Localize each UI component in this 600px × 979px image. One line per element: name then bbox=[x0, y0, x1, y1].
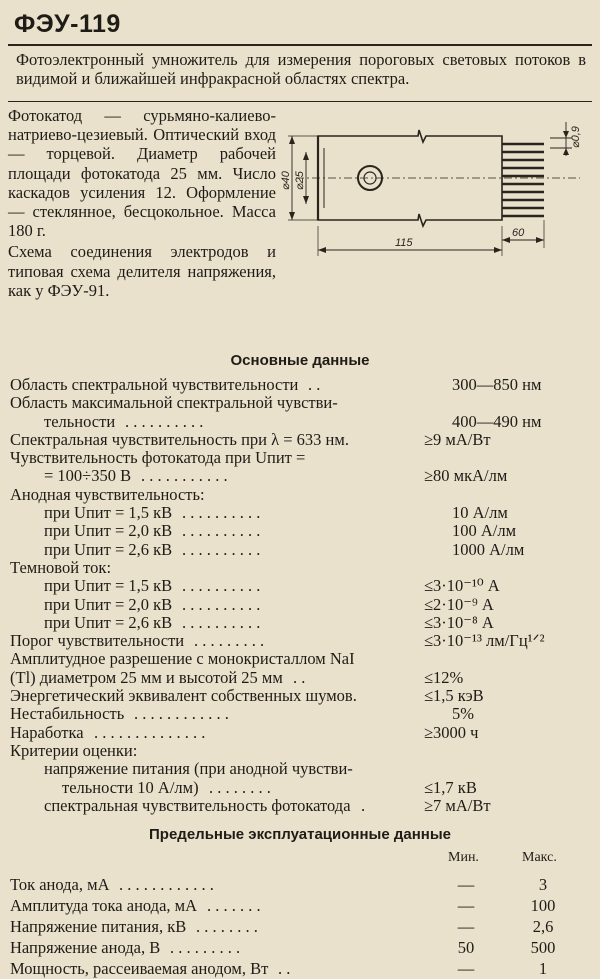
parameter-label: Область максимальной спектральной чувстви- bbox=[10, 393, 338, 413]
parameter-row bbox=[0, 577, 600, 595]
leader-dots: . . . . . . . bbox=[207, 896, 261, 915]
leader-dots: . . . . . . . . . . bbox=[125, 412, 204, 431]
limits-row bbox=[0, 958, 600, 979]
parameter-row bbox=[0, 614, 600, 632]
leader-dots: . . . . . . . . . . bbox=[182, 613, 261, 632]
leader-dots: . . . . . . . . . bbox=[194, 632, 265, 651]
limits-label: Напряжение анода, В bbox=[10, 938, 161, 957]
limits-row bbox=[0, 895, 600, 916]
parameter-list bbox=[0, 376, 600, 815]
parameter-value: ≤12% bbox=[424, 667, 464, 687]
parameter-value: ≤3·10⁻⁸ А bbox=[424, 612, 494, 632]
leader-dots: . . . . . . . . . . . . bbox=[134, 705, 229, 724]
parameter-label: Амплитудное разрешение с монокристаллом NaI bbox=[10, 649, 355, 669]
parameter-row bbox=[0, 687, 600, 705]
parameter-value: 1000 А/лм bbox=[452, 539, 525, 559]
limits-row bbox=[0, 916, 600, 937]
leader-dots: . . . . . . . . . . bbox=[182, 577, 261, 596]
leader-dots: . . . . . . . . . . bbox=[182, 595, 261, 614]
leader-dots: . . . . . . . . . bbox=[170, 938, 241, 957]
leader-dots: . . . . . . . . . . bbox=[182, 504, 261, 523]
parameter-row bbox=[0, 376, 600, 394]
parameter-row bbox=[0, 413, 600, 431]
parameter-label: Энергетический эквивалент собственных шумов. bbox=[10, 686, 357, 706]
parameter-row bbox=[0, 705, 600, 723]
limits-max-value: 1 bbox=[538, 959, 548, 978]
parameter-label: при Uпит = 2,6 кВ bbox=[44, 612, 173, 632]
description-block bbox=[8, 106, 276, 300]
parameter-label: Порог чувствительности bbox=[10, 631, 185, 651]
limits-max-value: 3 bbox=[538, 875, 548, 894]
parameter-value: ≥7 мА/Вт bbox=[424, 795, 491, 815]
parameter-label: (Tl) диаметром 25 мм и высотой 25 мм bbox=[10, 667, 283, 687]
parameter-row bbox=[0, 522, 600, 540]
main-data-heading: Основные данные bbox=[230, 352, 370, 369]
limits-min-header: Мин. bbox=[448, 850, 479, 865]
leader-dots: . . . . . . . . . . . . bbox=[119, 875, 214, 894]
limits-max-value: 2,6 bbox=[532, 917, 554, 936]
leader-dots: . . bbox=[293, 668, 306, 687]
parameter-label: Область спектральной чувствительности bbox=[10, 375, 299, 394]
parameter-value: 5% bbox=[452, 704, 474, 724]
parameter-row bbox=[0, 760, 600, 778]
leader-dots: . . . . . . . . bbox=[196, 917, 258, 936]
limits-max-header: Макс. bbox=[522, 850, 557, 865]
leader-dots: . bbox=[361, 796, 366, 815]
leader-dots: . . . . . . . . . . bbox=[182, 522, 261, 541]
parameter-label: тельности 10 А/лм) bbox=[62, 777, 199, 797]
parameter-label: Критерии оценки: bbox=[10, 740, 138, 760]
parameter-label: тельности bbox=[44, 411, 116, 431]
parameter-row bbox=[0, 742, 600, 760]
leader-dots: . . . . . . . . . . bbox=[182, 540, 261, 559]
parameter-label: при Uпит = 2,6 кВ bbox=[44, 539, 173, 559]
parameter-label: Чувствительность фотокатода при Uпит = bbox=[10, 448, 306, 468]
parameter-row bbox=[0, 669, 600, 687]
parameter-value: ≥3000 ч bbox=[424, 722, 479, 742]
parameter-row bbox=[0, 559, 600, 577]
limits-label: Напряжение питания, кВ bbox=[10, 917, 187, 936]
intro-paragraph: Фотоэлектронный умножитель для измерения пороговых световых потоков в видимой и ближайшей инфракрасной областях спектра. bbox=[16, 50, 586, 88]
parameter-label: Анодная чувствительность: bbox=[10, 484, 205, 504]
dim-diameter-09: ⌀0,9 bbox=[570, 126, 582, 148]
section-rule bbox=[8, 101, 592, 102]
leader-dots: . . . . . . . . bbox=[209, 778, 271, 797]
parameter-row bbox=[0, 724, 600, 742]
parameter-value: ≥80 мкА/лм bbox=[424, 466, 508, 486]
parameter-value: ≤1,7 кВ bbox=[424, 777, 477, 797]
dim-length-115: 115 bbox=[395, 237, 413, 249]
limits-label: Ток анода, мА bbox=[10, 875, 110, 894]
parameter-row bbox=[0, 504, 600, 522]
parameter-value: ≥9 мА/Вт bbox=[424, 429, 491, 449]
dim-diameter-25: ⌀25 bbox=[294, 171, 306, 190]
limits-min-value: — bbox=[457, 875, 475, 894]
parameter-label: спектральная чувствительность фотокатода bbox=[44, 795, 351, 815]
limits-max-value: 100 bbox=[530, 896, 556, 915]
limits-min-value: — bbox=[457, 959, 475, 978]
parameter-row bbox=[0, 394, 600, 412]
parameter-row bbox=[0, 431, 600, 449]
parameter-row bbox=[0, 486, 600, 504]
parameter-label: Наработка bbox=[10, 722, 84, 742]
parameter-row bbox=[0, 467, 600, 485]
parameter-label: при Uпит = 2,0 кВ bbox=[44, 521, 173, 541]
parameter-row bbox=[0, 541, 600, 559]
limits-row bbox=[0, 874, 600, 895]
parameter-value: ≤3·10⁻¹³ лм/Гц¹ᐟ² bbox=[424, 631, 545, 651]
parameter-value: 100 А/лм bbox=[452, 521, 517, 541]
dim-length-60: 60 bbox=[512, 227, 525, 239]
dim-diameter-40: ⌀40 bbox=[280, 171, 292, 190]
limits-heading: Предельные эксплуатационные данные bbox=[149, 826, 451, 843]
parameter-value: 10 А/лм bbox=[452, 503, 508, 523]
parameter-row bbox=[0, 596, 600, 614]
limits-max-value: 500 bbox=[530, 938, 556, 957]
circuit-note-paragraph: Схема соединения электродов и типовая схема делителя напряжения, как у ФЭУ-91. bbox=[8, 242, 276, 300]
limits-min-value: 50 bbox=[457, 938, 475, 957]
parameter-row bbox=[0, 449, 600, 467]
parameter-label: = 100÷350 В bbox=[44, 466, 132, 486]
parameter-value: 300—850 нм bbox=[452, 375, 542, 394]
limits-min-value: — bbox=[457, 917, 475, 936]
parameter-row bbox=[0, 632, 600, 650]
parameter-value: ≤3·10⁻¹⁰ А bbox=[424, 576, 500, 596]
leader-dots: . . . . . . . . . . . . . . bbox=[94, 723, 206, 742]
document-title: ФЭУ-119 bbox=[14, 10, 121, 38]
parameter-value: ≤2·10⁻⁹ А bbox=[424, 594, 494, 614]
parameter-label: при Uпит = 1,5 кВ bbox=[44, 576, 173, 596]
parameter-label: Темновой ток: bbox=[10, 557, 112, 577]
parameter-label: напряжение питания (при анодной чувстви- bbox=[44, 759, 353, 779]
parameter-row bbox=[0, 797, 600, 815]
tube-dimension-drawing bbox=[280, 108, 592, 268]
parameter-value: 400—490 нм bbox=[452, 411, 542, 431]
top-rule bbox=[8, 44, 592, 46]
limits-label: Мощность, рассеиваемая анодом, Вт bbox=[10, 959, 269, 978]
parameter-value: ≤1,5 кэВ bbox=[424, 686, 484, 706]
limits-label: Амплитуда тока анода, мА bbox=[10, 896, 198, 915]
parameter-label: при Uпит = 2,0 кВ bbox=[44, 594, 173, 614]
parameter-label: Спектральная чувствительность при λ = 633 нм. bbox=[10, 429, 349, 449]
limits-min-value: — bbox=[457, 896, 475, 915]
parameter-row bbox=[0, 779, 600, 797]
leader-dots: . . bbox=[308, 376, 321, 394]
description-paragraph: Фотокатод — сурьмяно-калиево-натриево-цезиевый. Оптический вход — торцевой. Диаметр рабочей площади фотокатода 25 мм. Число каскадов усиления 12. Оформление — стеклянное, бесцокольное. Масса 180 г. bbox=[8, 106, 276, 241]
parameter-label: Нестабильность bbox=[10, 704, 125, 724]
parameter-label: при Uпит = 1,5 кВ bbox=[44, 503, 173, 523]
limits-row bbox=[0, 937, 600, 958]
leader-dots: . . . . . . . . . . . bbox=[141, 467, 228, 486]
leader-dots: . . bbox=[278, 959, 291, 978]
parameter-row bbox=[0, 650, 600, 668]
limits-table bbox=[0, 874, 600, 979]
